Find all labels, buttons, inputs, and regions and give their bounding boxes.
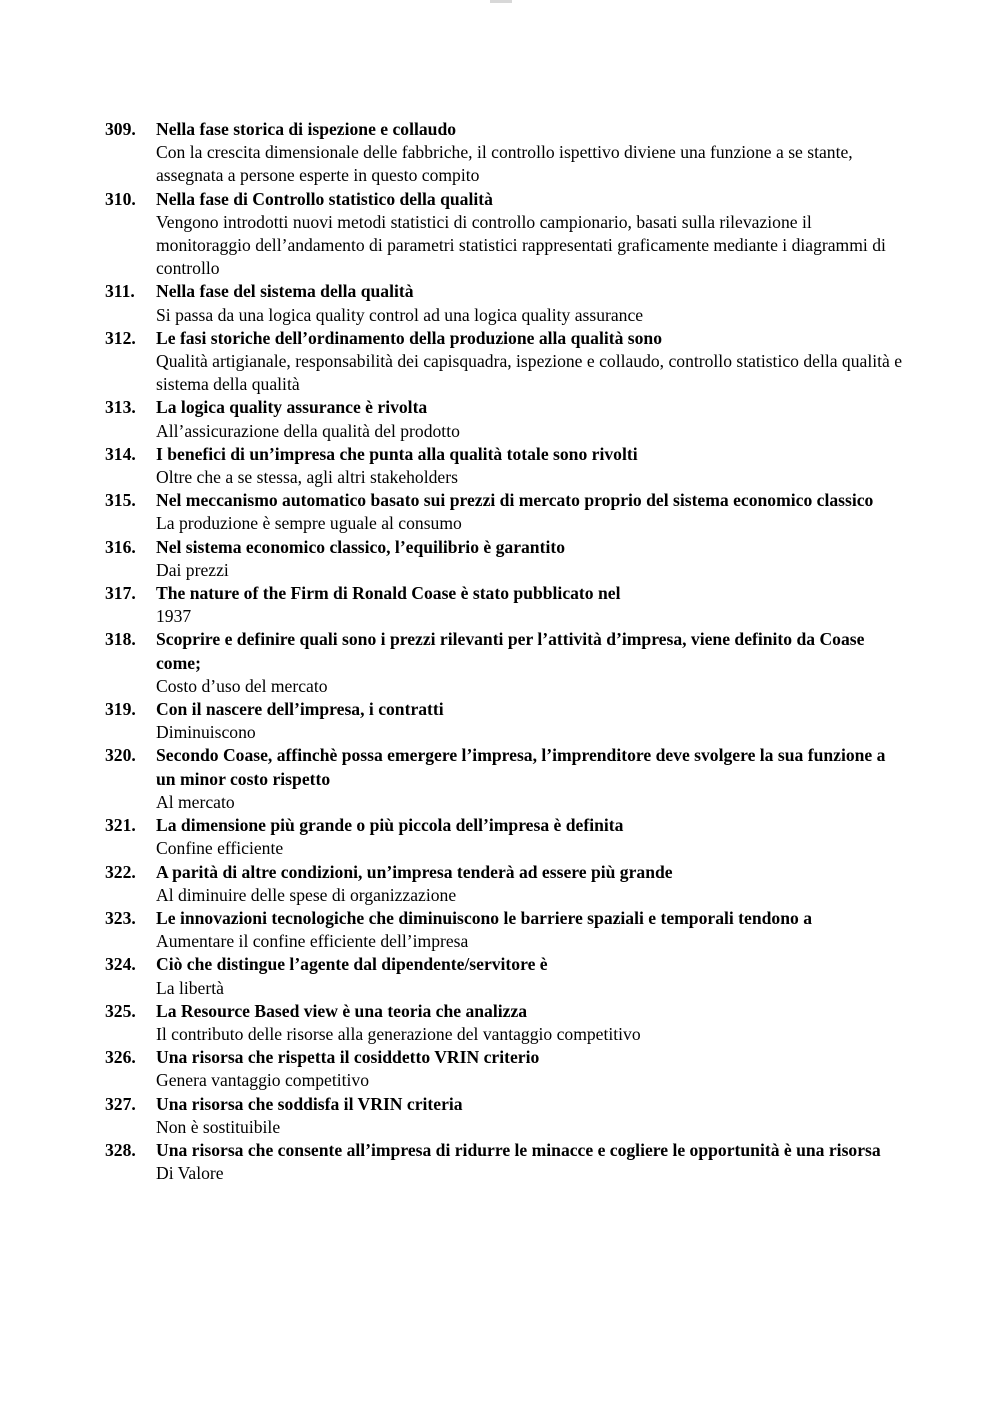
answer-text: Di Valore	[156, 1163, 224, 1184]
question-text: La Resource Based view è una teoria che analizza	[156, 1000, 528, 1021]
list-item	[105, 327, 905, 397]
answer-text: Il contributo delle risorse alla generazione del vantaggio competitivo	[156, 1023, 641, 1044]
list-item	[105, 1000, 905, 1046]
list-item	[105, 953, 905, 999]
question-text: I benefici di un’impresa che punta alla qualità totale sono rivolti	[156, 443, 638, 464]
answer-text: Non è sostituibile	[156, 1116, 281, 1137]
item-number: 324.	[105, 954, 136, 975]
answer-text: All’assicurazione della qualità del prodotto	[156, 420, 460, 441]
item-body	[156, 628, 905, 698]
question-text: A parità di altre condizioni, un’impresa tenderà ad essere più grande	[156, 861, 673, 882]
question-text: Scoprire e definire quali sono i prezzi rilevanti per l’attività d’impresa, viene definito da Coase come;	[156, 629, 865, 673]
answer-text: Aumentare il confine efficiente dell’impresa	[156, 931, 469, 952]
item-number: 327.	[105, 1093, 136, 1114]
item-number: 315.	[105, 490, 136, 511]
question-text: The nature of the Firm di Ronald Coase è stato pubblicato nel	[156, 583, 621, 604]
item-body	[156, 536, 905, 582]
item-number: 310.	[105, 188, 136, 209]
item-body	[156, 1139, 905, 1185]
answer-text: Al mercato	[156, 791, 235, 812]
question-answer-list	[105, 118, 905, 1185]
answer-text: Al diminuire delle spese di organizzazione	[156, 884, 457, 905]
item-number: 314.	[105, 443, 136, 464]
item-body	[156, 1046, 905, 1092]
item-body	[156, 698, 905, 744]
list-item	[105, 443, 905, 489]
item-number: 323.	[105, 907, 136, 928]
question-text: Nel sistema economico classico, l’equilibrio è garantito	[156, 536, 565, 557]
question-text: Ciò che distingue l’agente dal dipendente/servitore è	[156, 954, 548, 975]
list-item	[105, 489, 905, 535]
item-number: 309.	[105, 119, 136, 139]
question-text: Nella fase del sistema della qualità	[156, 281, 414, 302]
item-number: 317.	[105, 583, 136, 604]
item-body	[156, 489, 905, 535]
question-text: La dimensione più grande o più piccola dell’impresa è definita	[156, 815, 624, 836]
answer-text: Con la crescita dimensionale delle fabbriche, il controllo ispettivo diviene una funzione a se stante, assegnata a persone esperte in questo compito	[156, 142, 853, 186]
list-item	[105, 861, 905, 907]
item-number: 322.	[105, 861, 136, 882]
answer-text: Diminuiscono	[156, 722, 256, 743]
item-body	[156, 327, 905, 397]
list-item	[105, 698, 905, 744]
item-number: 318.	[105, 629, 136, 650]
answer-text: 1937	[156, 606, 192, 627]
item-number: 320.	[105, 745, 136, 766]
item-body	[156, 443, 905, 489]
list-item	[105, 188, 905, 281]
answer-text: Dai prezzi	[156, 559, 229, 580]
answer-text: Vengono introdotti nuovi metodi statistici di controllo campionario, basati sulla rilevazione il monitoraggio dell’andamento di parametri statistici rappresentati graficamente mediante i diagrammi di controllo	[156, 211, 886, 279]
item-number: 312.	[105, 327, 136, 348]
question-text: La logica quality assurance è rivolta	[156, 397, 428, 418]
item-number: 319.	[105, 699, 136, 720]
question-text: Una risorsa che rispetta il cosiddetto VRIN criterio	[156, 1047, 540, 1068]
list-item	[105, 536, 905, 582]
question-text: Secondo Coase, affinchè possa emergere l’impresa, l’imprenditore deve svolgere la sua funzione a un minor costo rispetto	[156, 745, 886, 789]
list-item	[105, 582, 905, 628]
item-body	[156, 188, 905, 281]
item-body	[156, 814, 905, 860]
list-item	[105, 1139, 905, 1185]
header-mark	[490, 0, 512, 3]
item-body	[156, 118, 905, 188]
item-number: 316.	[105, 536, 136, 557]
question-text: Nella fase storica di ispezione e collaudo	[156, 119, 457, 139]
question-text: Le innovazioni tecnologiche che diminuiscono le barriere spaziali e temporali tendono a	[156, 907, 812, 928]
item-body	[156, 280, 905, 326]
answer-text: La produzione è sempre uguale al consumo	[156, 513, 462, 534]
item-body	[156, 953, 905, 999]
list-item	[105, 907, 905, 953]
item-number: 321.	[105, 815, 136, 836]
answer-text: Qualità artigianale, responsabilità dei capisquadra, ispezione e collaudo, controllo statistico della qualità e sistema della qualità	[156, 351, 903, 395]
list-item	[105, 814, 905, 860]
list-item	[105, 118, 905, 188]
item-number: 325.	[105, 1000, 136, 1021]
list-item	[105, 1093, 905, 1139]
item-body	[156, 907, 905, 953]
list-item	[105, 744, 905, 814]
item-body	[156, 582, 905, 628]
question-text: Nel meccanismo automatico basato sui prezzi di mercato proprio del sistema economico classico	[156, 490, 874, 511]
list-item	[105, 396, 905, 442]
item-body	[156, 396, 905, 442]
item-number: 313.	[105, 397, 136, 418]
answer-text: Si passa da una logica quality control ad una logica quality assurance	[156, 304, 644, 325]
item-body	[156, 744, 905, 814]
question-text: Le fasi storiche dell’ordinamento della produzione alla qualità sono	[156, 327, 663, 348]
question-text: Una risorsa che soddisfa il VRIN criteria	[156, 1093, 463, 1114]
answer-text: Confine efficiente	[156, 838, 284, 859]
item-body	[156, 861, 905, 907]
question-text: Una risorsa che consente all’impresa di ridurre le minacce e cogliere le opportunità è una risorsa	[156, 1139, 881, 1160]
question-text: Nella fase di Controllo statistico della qualità	[156, 188, 493, 209]
item-body	[156, 1093, 905, 1139]
item-number: 326.	[105, 1047, 136, 1068]
question-text: Con il nascere dell’impresa, i contratti	[156, 699, 444, 720]
answer-text: Costo d’uso del mercato	[156, 675, 328, 696]
answer-text: La libertà	[156, 977, 224, 998]
item-number: 328.	[105, 1139, 136, 1160]
list-item	[105, 628, 905, 698]
answer-text: Genera vantaggio competitivo	[156, 1070, 370, 1091]
item-body	[156, 1000, 905, 1046]
answer-text: Oltre che a se stessa, agli altri stakeholders	[156, 467, 458, 488]
list-item	[105, 280, 905, 326]
item-number: 311.	[105, 281, 135, 302]
list-item	[105, 1046, 905, 1092]
